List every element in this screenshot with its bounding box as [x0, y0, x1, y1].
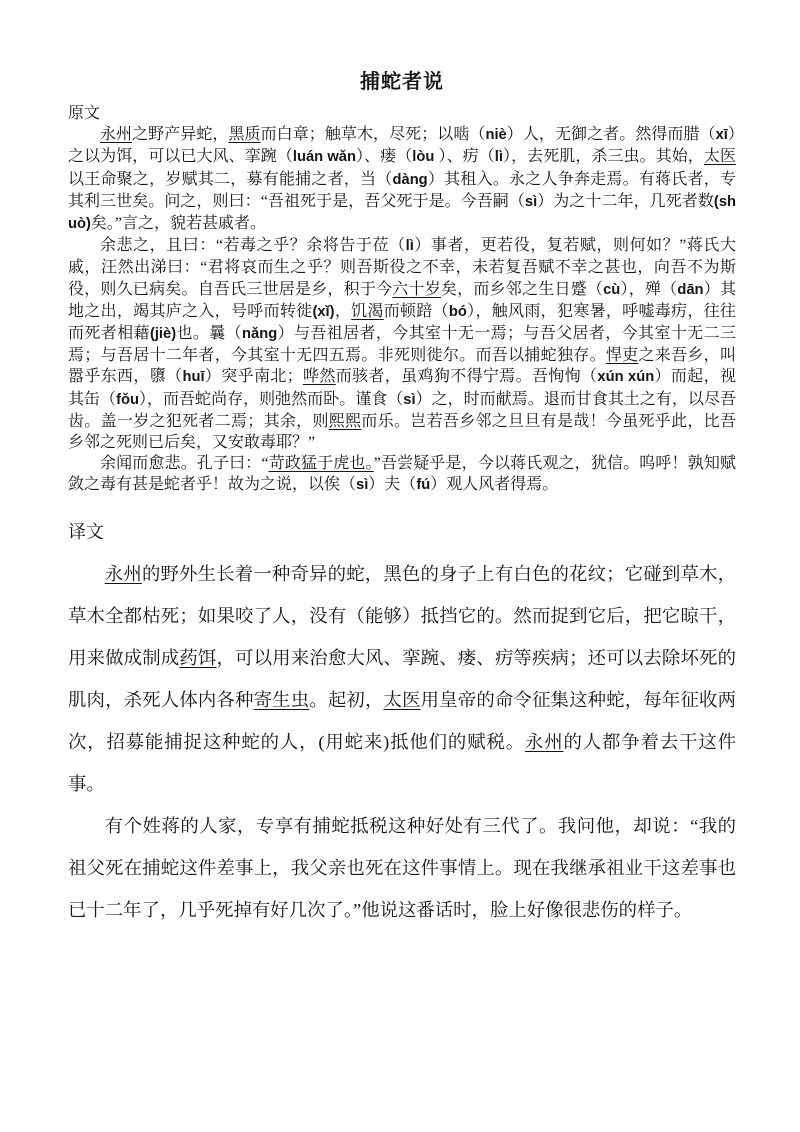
underlined-term: 悍吏: [605, 347, 639, 365]
underlined-term: 太医: [703, 148, 736, 166]
underlined-term: 永州: [104, 563, 142, 584]
pinyin-annotation: bó: [448, 303, 467, 320]
original-text-label: 原文: [68, 105, 101, 122]
translation-label: 译文: [68, 521, 104, 542]
pinyin-annotation: (xǐ): [312, 303, 335, 320]
pinyin-annotation: (shuò): [68, 193, 736, 233]
paragraph: 余闻而愈悲。孔子曰：“苛政猛于虎也。”吾尝疑乎是，今以蒋氏观之，犹信。呜呼！孰知赋敛之毒有甚是蛇者乎！故为之说，以俟（sì）夫（fú）观人风者得焉。: [68, 455, 736, 494]
underlined-term: 药饵: [179, 647, 217, 668]
pinyin-annotation: nǎng: [242, 326, 278, 343]
underlined-term: 永州: [524, 731, 564, 752]
underlined-term: 寄生虫: [253, 689, 310, 710]
pinyin-annotation: sì: [524, 193, 538, 210]
pinyin-annotation: huī: [182, 369, 205, 386]
pinyin-annotation: sì: [403, 391, 416, 408]
pinyin-annotation: dàng: [392, 171, 428, 188]
pinyin-annotation: dān: [677, 281, 704, 298]
pinyin-annotation: (jiè): [149, 326, 177, 343]
pinyin-annotation: xún xún: [597, 369, 655, 386]
pinyin-annotation: fú: [416, 477, 431, 494]
underlined-term: 永州: [100, 126, 133, 144]
original-text-section: [68, 103, 736, 497]
pinyin-annotation: niè: [485, 127, 507, 144]
pinyin-annotation: lòu: [412, 149, 439, 166]
original-text-paragraphs: [68, 124, 736, 496]
translation-paragraphs: [68, 553, 736, 931]
pinyin-annotation: cù: [603, 281, 621, 298]
document-title: 捕蛇者说: [360, 71, 444, 93]
underlined-term: 苛政猛于虎也。: [268, 455, 374, 473]
underlined-term: 六十岁: [392, 280, 441, 298]
underlined-term: 饥渴: [351, 302, 384, 320]
paragraph: 有个姓蒋的人家，专享有捕蛇抵税这种好处有三代了。我问他，却说：“我的祖父死在捕蛇这件差事上，我父亲也死在这件事情上。现在我继承祖业干这差事也已十二年了，几乎死掉有好几次了。”他说这番话时，脸上好像很悲伤的样子。: [68, 815, 736, 920]
paragraph: 永州的野外生长着一种奇异的蛇，黑色的身子上有白色的花纹；它碰到草木，草木全都枯死；如果咬了人，没有（能够）抵挡它的。然而捉到它后，把它晾干，用来做成制成药饵，可以用来治愈大风、挛踠、瘘、疠等疾病；还可以去除坏死的肌肉，杀死人体内各种寄生虫。起初，太医用皇帝的命令征集这种蛇，每年征收两次，招募能捕捉这种蛇的人，(用蛇来)抵他们的赋税。永州的人都争着去干这件事。: [68, 563, 736, 794]
pinyin-annotation: lì: [494, 149, 503, 166]
paragraph: 余悲之，且曰：“若毒之乎？余将告于莅（lì）事者，更若役，复若赋，则何如？”蒋氏大戚，汪然出涕曰：“君将哀而生之乎？则吾斯役之不幸，未若复吾赋不幸之甚也，向吾不为斯役，则久已病矣。自吾氏三世居是乡，积于今六十岁矣，而乡邻之生日蹙（cù），殚（dān）其地之出，竭其庐之入，号呼而转徙(xǐ)，饥渴而顿踣（bó），触风雨，犯寒暑，呼嘘毒疠，往往而死者相藉(jiè)也。曩（nǎng）与吾祖居者，今其室十无一焉；与吾父居者，今其室十无二三焉；与吾居十二年者，今其室十无四五焉。非死则徙尔。而吾以捕蛇独存。悍吏之来吾乡，叫嚣乎东西，隳（huī）突乎南北；哗然而骇者，虽鸡狗不得宁焉。吾恂恂（xún xún）而起，视其缶（fǒu），而吾蛇尚存，则弛然而卧。谨食（sì）之，时而献焉。退而甘食其土之有，以尽吾齿。盖一岁之犯死者二焉；其余，则熙熙而乐。岂若吾乡邻之旦旦有是哉！今虽死乎此，比吾乡邻之死则已后矣，又安敢毒耶？”: [68, 237, 736, 452]
translation-section: [68, 511, 736, 931]
underlined-term: 哗然: [302, 368, 336, 386]
underlined-term: 黑质: [228, 126, 261, 144]
pinyin-annotation: xī: [715, 127, 728, 144]
paragraph: 永州之野产异蛇，黑质而白章；触草木，尽死；以啮（niè）人，无御之者。然得而腊（xī）之以为饵，可以已大风、挛踠（luán wǎn）、瘘（lòu ）、疠（lì），去死肌，杀三虫。其始，太医以王命聚之，岁赋其二，募有能捕之者，当（dàng）其租入。永之人争奔走焉。有蒋氏者，专其利三世矣。问之，则曰：“吾祖死于是，吾父死于是。今吾嗣（sì）为之十二年，几死者数(shuò)矣。”言之，貌若甚戚者。: [68, 126, 736, 233]
underlined-term: 太医: [383, 689, 421, 710]
underlined-term: 熙熙: [328, 412, 362, 430]
pinyin-annotation: sì: [356, 477, 369, 494]
pinyin-annotation: lì: [405, 238, 414, 255]
pinyin-annotation: luán wǎn: [292, 149, 356, 166]
pinyin-annotation: fǒu: [116, 391, 139, 408]
